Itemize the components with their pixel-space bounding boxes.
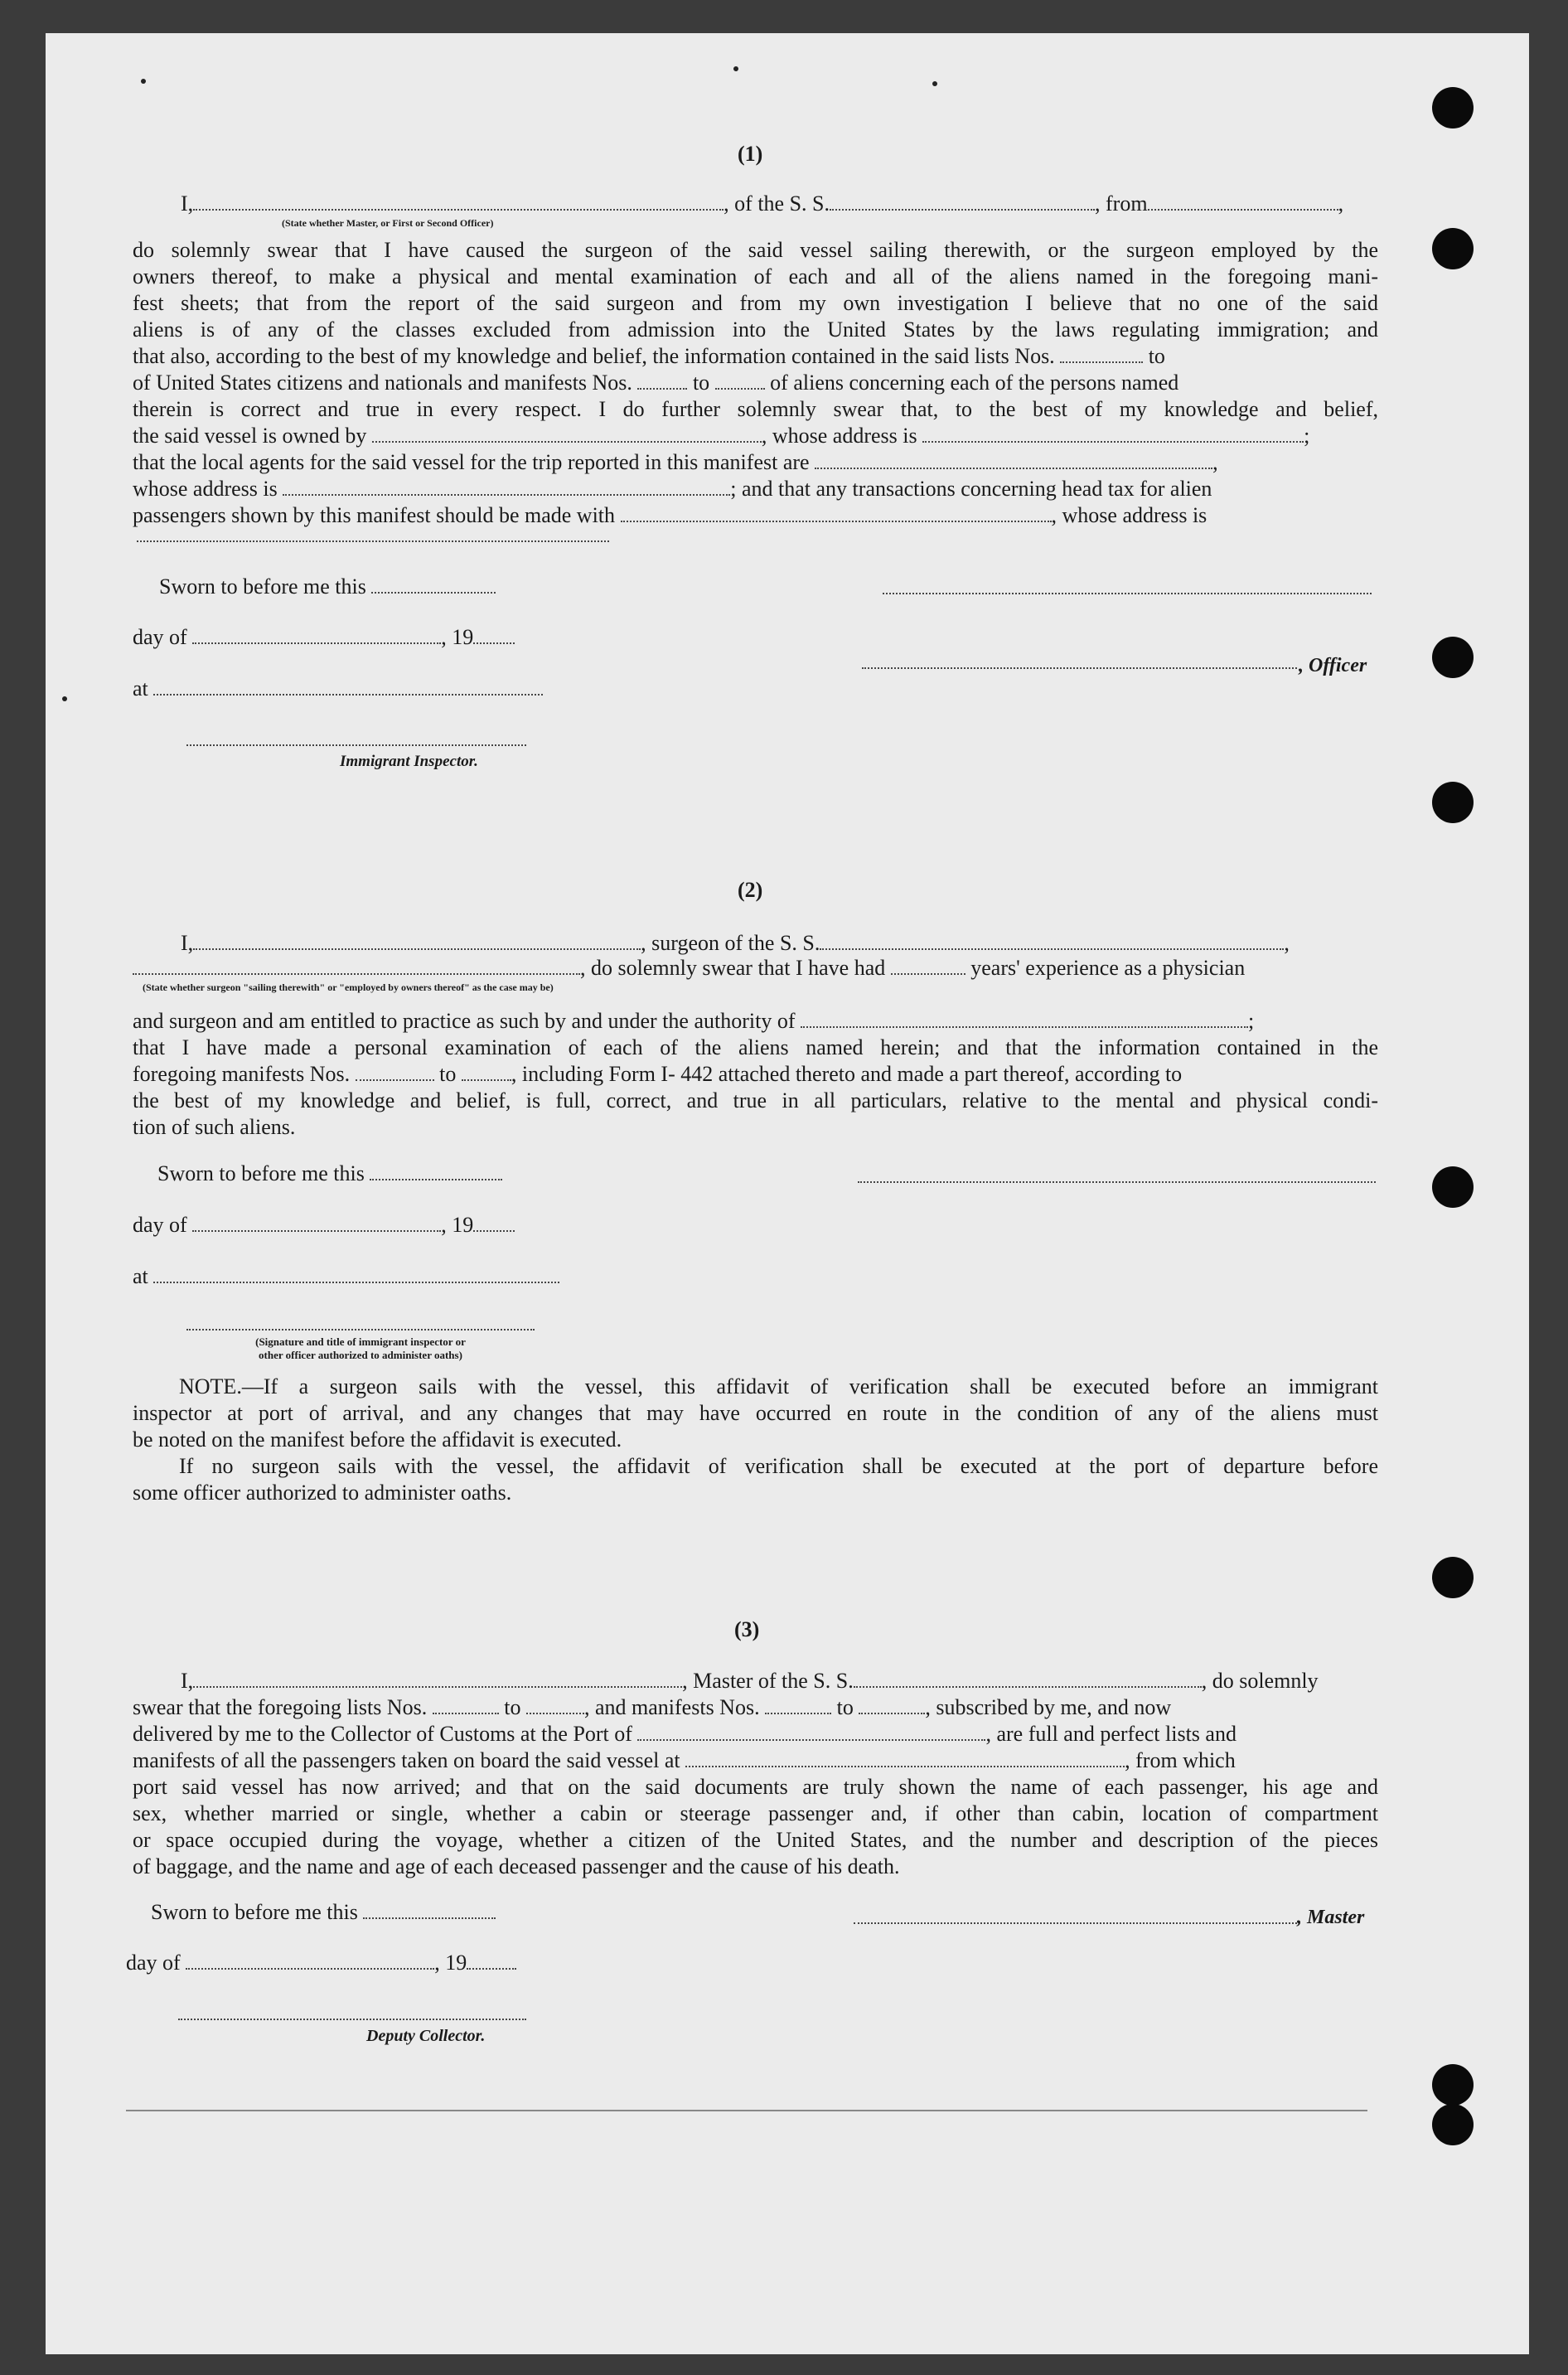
note-line-1: NOTE.—If a surgeon sails with the vessel, this affidavit of verification shall be executed before an immigrant	[179, 1374, 1378, 1398]
section-2-number: (2)	[738, 878, 763, 902]
punch-hole	[1432, 1166, 1474, 1208]
officer-rule	[862, 667, 1297, 669]
s3-sworn: Sworn to before me this	[151, 1899, 496, 1926]
master-rule	[854, 1922, 1297, 1924]
ink-speck	[62, 696, 67, 701]
punch-hole	[1432, 782, 1474, 823]
punch-hole	[1432, 637, 1474, 678]
punch-hole	[1432, 228, 1474, 269]
s1-line-3: fest sheets; that from the report of the said surgeon and from my own investigation I believe that no one of the said	[133, 291, 1378, 315]
s2-at: at	[133, 1263, 559, 1290]
note-line-5: some officer authorized to administer oaths.	[133, 1481, 512, 1505]
s1-line-4: aliens is of any of the classes excluded from admission into the United States by the laws regulating immigration; and	[133, 317, 1378, 342]
s2-line-tion: tion of such aliens.	[133, 1115, 296, 1139]
s1-line-owned: the said vessel is owned by , whose address is ;	[133, 424, 1310, 448]
s3-line-1: I, , Master of the S. S. , do solemnly	[181, 1669, 1319, 1693]
caption-master: (State whether Master, or First or Second Officer)	[282, 217, 494, 229]
note-line-2: inspector at port of arrival, and any changes that may have occurred en route in the condition of any of the aliens must	[133, 1401, 1378, 1425]
note-line-4: If no surgeon sails with the vessel, the affidavit of verification shall be executed at the port of departure before	[179, 1454, 1378, 1478]
punch-hole	[1432, 1557, 1474, 1598]
s1-line-5: that also, according to the best of my knowledge and belief, the information contained in the said lists Nos. to	[133, 344, 1165, 368]
s2-line-exam: that I have made a personal examination of each of the aliens named herein; and that the information contained in the	[133, 1035, 1378, 1059]
caption-surgeon: (State whether surgeon "sailing therewith" or "employed by owners thereof" as the case may be)	[143, 982, 554, 993]
s2-line-manifest: foregoing manifests Nos. to , including Form I- 442 attached thereto and made a part thereof, according to	[133, 1062, 1183, 1086]
s1-line-correct: therein is correct and true in every respect. I do further solemnly swear that, to the best of my knowledge and belief,	[133, 397, 1378, 421]
s3-line-4: manifests of all the passengers taken on board the said vessel at , from which	[133, 1748, 1236, 1772]
s3-day-of: day of , 19	[126, 1950, 516, 1976]
s3-line-8: of baggage, and the name and age of each deceased passenger and the cause of his death.	[133, 1854, 900, 1878]
s2-day-of: day of , 19	[133, 1212, 515, 1238]
s3-line-3: delivered by me to the Collector of Customs at the Port of , are full and perfect lists and	[133, 1722, 1236, 1746]
s1-sworn: Sworn to before me this	[159, 574, 496, 600]
deputy-rule	[178, 2019, 526, 2020]
section-1-number: (1)	[738, 142, 763, 166]
ink-speck	[932, 81, 937, 86]
ink-speck	[141, 79, 146, 84]
s1-line-agents: that the local agents for the said vessel for the trip reported in this manifest are ,	[133, 450, 1218, 474]
officer-label: , Officer	[1299, 655, 1367, 676]
s2-inspector-rule	[186, 1329, 535, 1330]
s1-line-citizens: of United States citizens and nationals and manifests Nos. to of aliens concerning each of the persons named	[133, 371, 1179, 395]
s2-sworn: Sworn to before me this	[157, 1161, 502, 1187]
punch-hole	[1432, 2104, 1474, 2145]
s3-line-2: swear that the foregoing lists Nos. to , and manifests Nos. to , subscribed by me, and now	[133, 1695, 1172, 1719]
s1-blank-rule	[137, 540, 609, 542]
s2-line-i: I, , surgeon of the S. S. ,	[181, 931, 1290, 955]
s3-line-6: sex, whether married or single, whether a cabin or steerage passenger and, if other than cabin, location of compartment	[133, 1801, 1378, 1825]
section-3-number: (3)	[734, 1617, 760, 1641]
deputy-label: Deputy Collector.	[366, 2027, 486, 2045]
s1-line-passengers: passengers shown by this manifest should be made with , whose address is	[133, 503, 1207, 527]
s1-line-whose: whose address is ; and that any transactions concerning head tax for alien	[133, 477, 1212, 501]
s1-line-i: I, , of the S. S. , from ,	[181, 191, 1344, 216]
bottom-rule	[126, 2110, 1367, 2111]
s2-line-practice: and surgeon and am entitled to practice as such by and under the authority of ;	[133, 1009, 1255, 1033]
inspector-rule	[186, 744, 526, 746]
s1-sig-rule	[883, 593, 1372, 594]
s2-line-swear: , do solemnly swear that I have had years' experience as a physician	[133, 955, 1245, 982]
s2-sig-rule	[858, 1181, 1376, 1183]
punch-hole	[1432, 2064, 1474, 2106]
master-label: , Master	[1297, 1907, 1365, 1928]
s1-day-of: day of , 19	[133, 624, 515, 651]
caption-signature: (Signature and title of immigrant inspector or other officer authorized to administer oaths)	[255, 1335, 466, 1361]
s3-line-5: port said vessel has now arrived; and that on the said documents are truly shown the name of each passenger, his age and	[133, 1775, 1378, 1799]
s1-at: at	[133, 676, 543, 702]
ink-speck	[733, 66, 738, 71]
s1-line-2: owners thereof, to make a physical and mental examination of each and all of the aliens named in the foregoing mani-	[133, 264, 1378, 288]
s3-line-7: or space occupied during the voyage, whether a citizen of the United States, and the number and description of the pieces	[133, 1828, 1378, 1852]
inspector-label: Immigrant Inspector.	[340, 753, 478, 770]
s1-line-1: do solemnly swear that I have caused the surgeon of the said vessel sailing therewith, or the surgeon employed by the	[133, 238, 1378, 262]
punch-hole	[1432, 87, 1474, 128]
note-line-3: be noted on the manifest before the affidavit is executed.	[133, 1427, 622, 1452]
s2-line-best: the best of my knowledge and belief, is full, correct, and true in all particulars, relative to the mental and physical condi-	[133, 1088, 1378, 1112]
